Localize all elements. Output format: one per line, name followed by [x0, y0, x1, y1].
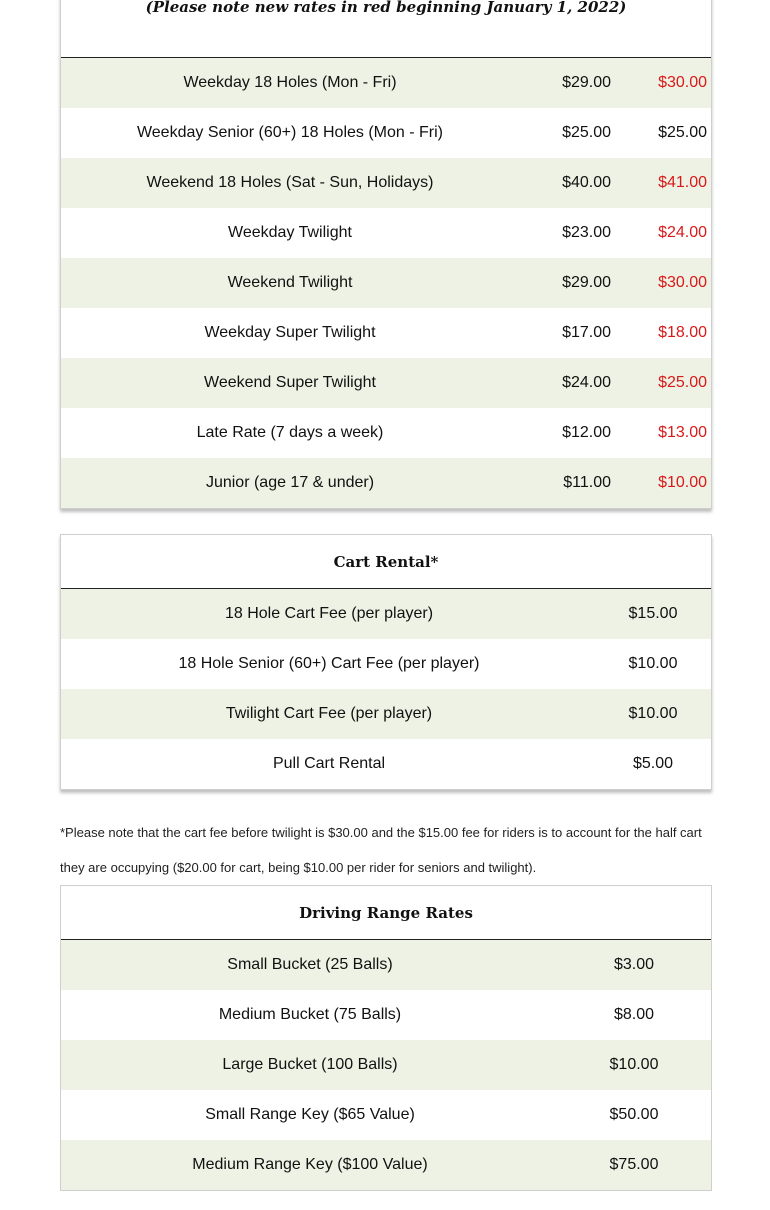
table-row [61, 1040, 711, 1090]
new-rate: $18.00 [658, 324, 707, 341]
current-rate: $11.00 [563, 474, 611, 491]
current-rate: $12.00 [562, 424, 611, 441]
item-label: Twilight Cart Fee (per player) [225, 705, 433, 722]
new-rate: $30.00 [658, 74, 707, 91]
table-row [61, 108, 711, 158]
table-row [61, 458, 711, 508]
rate-label: Weekend Twilight [227, 274, 353, 291]
item-label: Pull Cart Rental [272, 755, 386, 772]
item-price: $8.00 [613, 1006, 655, 1023]
table-row [61, 589, 711, 639]
new-rate: $25.00 [658, 124, 707, 141]
table-row [61, 258, 711, 308]
item-label: Medium Bucket (75 Balls) [218, 1006, 402, 1023]
item-price: $75.00 [609, 1156, 659, 1173]
current-rate: $29.00 [562, 74, 611, 91]
item-label: Medium Range Key ($100 Value) [192, 1156, 428, 1173]
rate-label: Weekday Senior (60+) 18 Holes (Mon - Fri) [136, 124, 444, 141]
cart-fee-note: *Please note that the cart fee before twilight is $30.00 and the $15.00 fee for riders is to account for the half cart they are occupying ($20.00 for cart, being $10.00 per rider for seniors and twilight). [60, 825, 702, 875]
new-rate: $13.00 [658, 424, 707, 441]
item-price: $10.00 [628, 705, 678, 722]
current-rate: $25.00 [562, 124, 611, 141]
rate-label: Weekday Twilight [228, 224, 352, 241]
rates-notice: (Please note new rates in red beginning January 1, 2022) [145, 0, 627, 16]
item-price: $10.00 [609, 1056, 659, 1073]
item-price: $15.00 [628, 605, 678, 622]
table-row [61, 990, 711, 1040]
table-row [61, 639, 711, 689]
new-rate: $41.00 [658, 174, 707, 191]
current-rate: $24.00 [562, 374, 611, 391]
new-rate: $10.00 [658, 474, 707, 491]
rates-notice-header [61, 0, 711, 58]
table-row [61, 158, 711, 208]
table-row [61, 739, 711, 789]
item-label: Large Bucket (100 Balls) [222, 1056, 398, 1073]
rate-label: Weekend 18 Holes (Sat - Sun, Holidays) [146, 174, 434, 191]
item-label: 18 Hole Cart Fee (per player) [224, 605, 434, 622]
item-price: $50.00 [609, 1106, 659, 1123]
table-row [61, 1090, 711, 1140]
current-rate: $17.00 [562, 324, 611, 341]
cart-rental-title: Cart Rental* [61, 535, 711, 589]
rate-label: Weekday 18 Holes (Mon - Fri) [183, 74, 397, 91]
table-row [61, 208, 711, 258]
table-row [61, 689, 711, 739]
table-row [61, 940, 711, 990]
cart-rental-table [60, 534, 712, 790]
driving-range-title: Driving Range Rates [61, 886, 711, 940]
item-price: $10.00 [628, 655, 678, 672]
rate-label: Weekend Super Twilight [204, 374, 376, 391]
table-row [61, 1140, 711, 1190]
driving-range-table [60, 885, 712, 1191]
table-row [61, 358, 711, 408]
item-label: Small Range Key ($65 Value) [205, 1106, 415, 1123]
item-price: $5.00 [632, 755, 674, 772]
item-label: Small Bucket (25 Balls) [227, 956, 393, 973]
new-rate: $25.00 [658, 374, 707, 391]
table-row [61, 58, 711, 108]
new-rate: $30.00 [658, 274, 707, 291]
rate-label: Junior (age 17 & under) [205, 474, 375, 491]
current-rate: $23.00 [562, 224, 611, 241]
table-row [61, 308, 711, 358]
item-price: $3.00 [613, 956, 655, 973]
current-rate: $40.00 [562, 174, 611, 191]
new-rate: $24.00 [658, 224, 707, 241]
current-rate: $29.00 [562, 274, 611, 291]
rate-label: Weekday Super Twilight [204, 324, 376, 341]
rate-label: Late Rate (7 days a week) [196, 424, 384, 441]
table-row [61, 408, 711, 458]
item-label: 18 Hole Senior (60+) Cart Fee (per player) [178, 655, 480, 672]
green-fees-table [60, 0, 712, 509]
